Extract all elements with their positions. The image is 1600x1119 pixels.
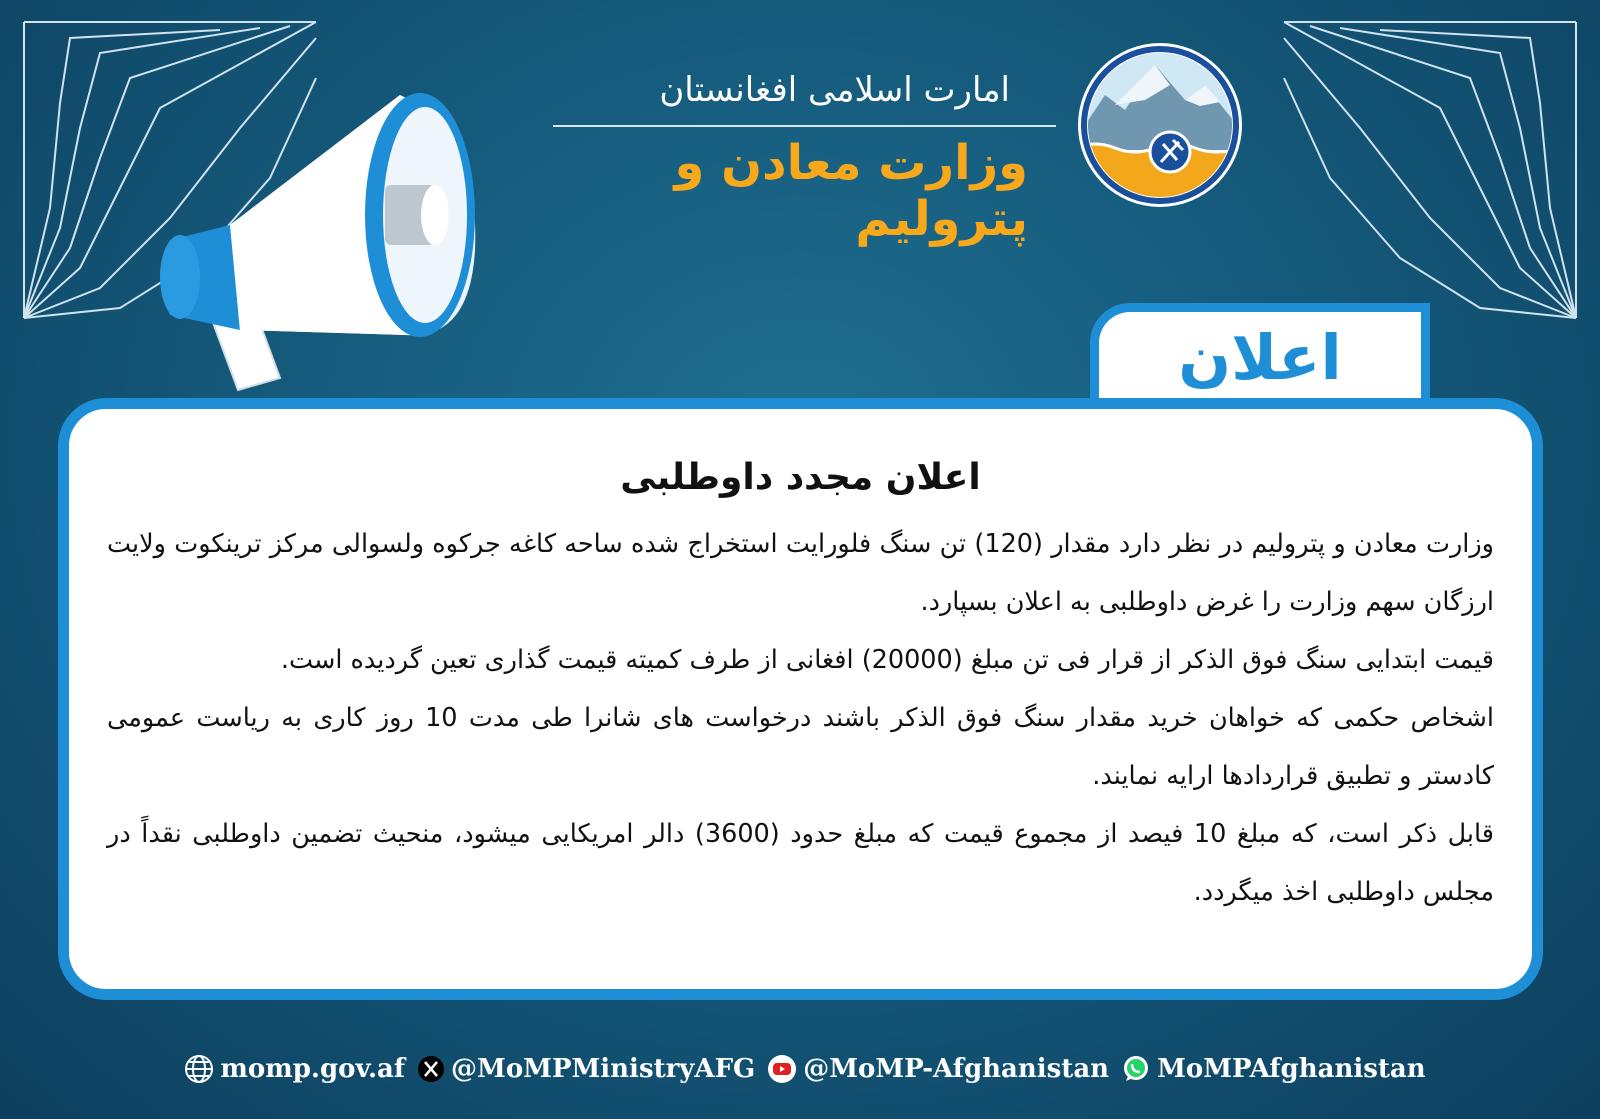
x-handle-text: @MoMPMinistryAFG (451, 1054, 756, 1084)
x-icon (417, 1055, 445, 1083)
youtube-icon (767, 1054, 797, 1084)
header-divider (553, 125, 1056, 127)
ministry-title: وزارت معادن و پترولیم (674, 135, 1028, 247)
website-link[interactable] (184, 1054, 405, 1084)
whatsapp-icon (1121, 1054, 1151, 1084)
announcement-card (58, 398, 1543, 1000)
corner-line-art-right (1280, 18, 1580, 323)
whatsapp-handle-text: MoMPAfghanistan (1157, 1054, 1426, 1084)
contact-footer (205, 1047, 1426, 1091)
website-text: momp.gov.af (220, 1054, 406, 1084)
announcement-tab (1090, 303, 1430, 403)
announcement-title: اعلان مجدد داوطلبی (620, 457, 981, 498)
ministry-logo (1075, 40, 1245, 210)
announcement-body (107, 515, 1494, 921)
announcement-paragraph: قابل ذکر است، که مبلغ 10 فیصد از مجموع قیمت که مبلغ حدود (3600) دالر امریکایی میشود، منحیث تضمین داوطلبی نقداً در مجلس داوطلبی اخذ میگردد. (107, 819, 1494, 907)
announcement-paragraph: وزارت معادن و پترولیم در نظر دارد مقدار (120) تن سنگ فلورایت استخراج شده ساحه کاغه جرکوه ولسوالی مرکز ترینکوت ولایت ارزگان سهم وزارت را غرض داوطلبی به اعلان بسپارد. (107, 529, 1494, 617)
tab-label: اعلان (1178, 321, 1342, 394)
x-link[interactable] (417, 1054, 755, 1084)
announcement-paragraph: اشخاص حکمی که خواهان خرید مقدار سنگ فوق الذکر باشند درخواست های شانرا طی مدت 10 روز کاری به ریاست عمومی کادستر و تطبیق قراردادها ارایه نمایند. (107, 703, 1494, 791)
globe-icon (184, 1054, 214, 1084)
youtube-handle-text: @MoMP-Afghanistan (803, 1054, 1110, 1084)
youtube-link[interactable] (767, 1054, 1109, 1084)
megaphone-icon (150, 90, 510, 410)
ministry-name: امارت اسلامی افغانستان (659, 70, 1010, 110)
announcement-paragraph: قیمت ابتدایی سنگ فوق الذکر از قرار فی تن مبلغ (20000) افغانی از طرف کمیته قیمت گذاری تعین گردیده است. (280, 645, 1494, 675)
whatsapp-link[interactable] (1121, 1054, 1426, 1084)
